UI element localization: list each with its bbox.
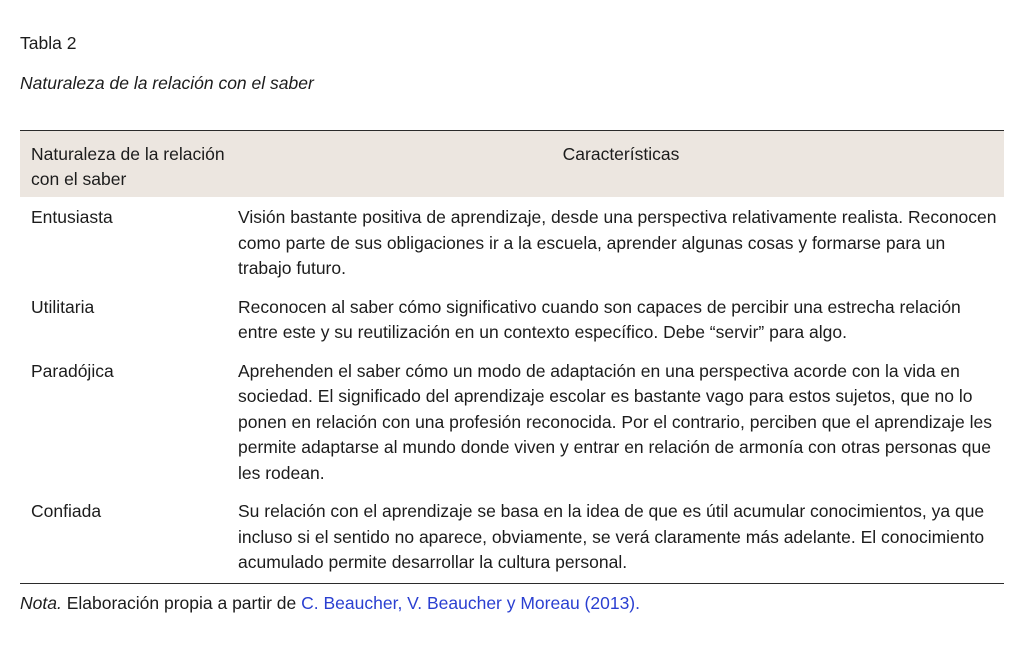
note-label: Nota. [20,593,62,613]
row-nature: Paradójica [31,360,114,381]
row-description: Reconocen al saber cómo significativo cuando son capaces de percibir una estrecha relación entre este y su reutilización en un contexto específico. Debe “servir” para algo. [238,296,961,342]
table-label: Tabla 2 [20,33,77,53]
row-description: Su relación con el aprendizaje se basa en la idea de que es útil acumular conocimientos, ya que incluso si el sentido no aparece, obviamente, se verá claramente más adelante. El conocimiento acumulado permite desarrollar la cultura personal. [238,501,985,572]
table-header [20,131,1004,197]
table-title: Naturaleza de la relación con el saber [20,73,314,93]
row-nature: Utilitaria [31,296,95,317]
note-text: Elaboración propia a partir de [61,593,302,613]
table-note [20,593,640,614]
data-table [20,130,1004,584]
citation-link[interactable]: C. Beaucher, V. Beaucher y Moreau (2013). [301,593,640,613]
table-row [20,282,1004,346]
table-row [20,486,1004,583]
row-nature: Confiada [31,501,102,521]
row-description: Aprehenden el saber cómo un modo de adaptación en una perspectiva acorde con la vida en sociedad. El significado del aprendizaje escolar es bastante vago para estos sujetos, que no lo ponen en relación con una profesión reconocida. Por el contrario, perciben que el aprendizaje les permite adaptarse al mundo donde viven y entrar en relación de armonía con otras personas que les rodean. [238,360,992,483]
header-characteristics: Características [562,144,680,164]
row-description: Visión bastante positiva de aprendizaje, desde una perspectiva relativamente realista. Reconocen como parte de sus obligaciones ir a la escuela, aprender algunas cosas y formarse para un trabajo futuro. [238,207,997,278]
row-nature: Entusiasta [31,207,113,227]
header-nature: Naturaleza de la relación con el saber [31,144,225,189]
table-row [20,346,1004,487]
table-row [20,197,1004,282]
